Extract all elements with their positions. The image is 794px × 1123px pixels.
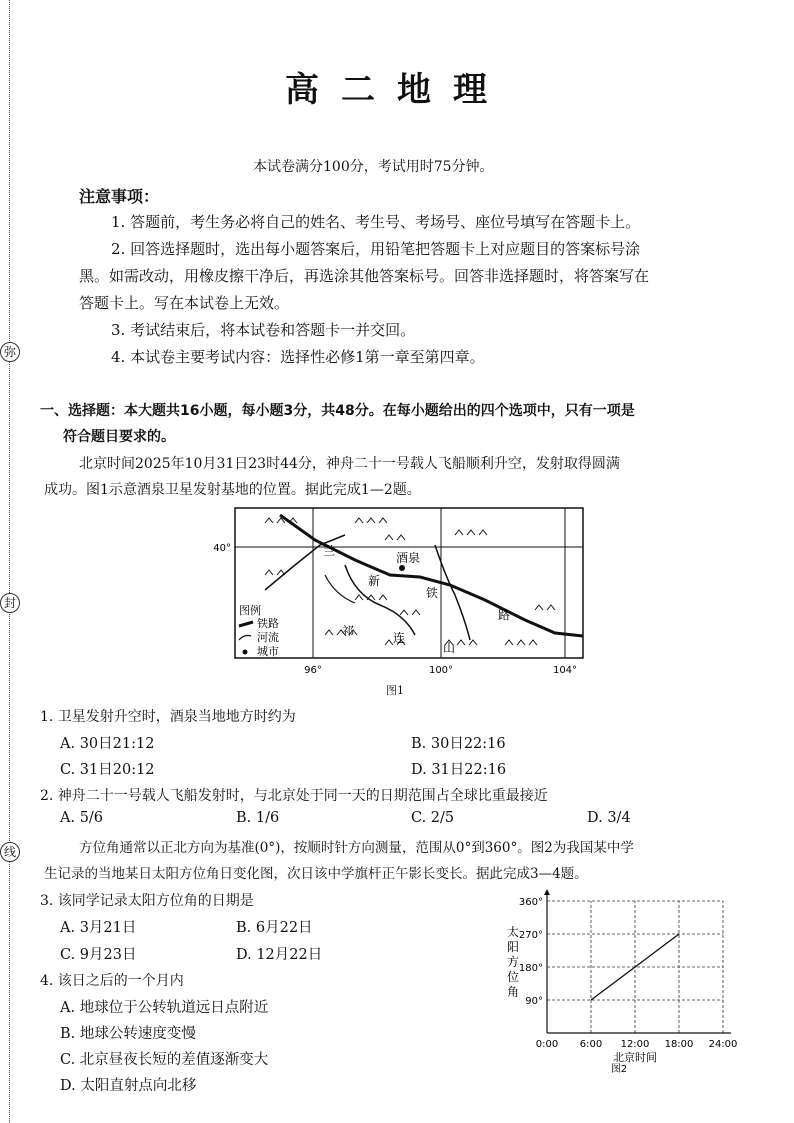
notice-line: 4. 本试卷主要考试内容：选择性必修1第一章至第四章。 (111, 348, 485, 366)
figure-2-chart (495, 888, 760, 1078)
map-label-lu: 路 (498, 608, 511, 622)
notice-line: 1. 答题前，考生务必将自己的姓名、考生号、考场号、座位号填写在答题卡上。 (111, 213, 641, 231)
lon-label: 104° (552, 665, 578, 676)
legend-river-symbol (239, 636, 251, 641)
question-4-stem: 4. 该日之后的一个月内 (40, 973, 184, 989)
y-tick-label: 90° (525, 996, 543, 1007)
passage-2-line: 生记录的当地某日太阳方位角日变化图，次日该中学旗杆正午影长变长。据此完成3—4题。 (44, 866, 588, 882)
legend-item: 河流 (257, 631, 279, 644)
q4-option-c: C. 北京昼夜长短的差值逐渐变大 (60, 1052, 269, 1068)
y-axis-title: 太阳方位角 (506, 925, 520, 999)
passage-1-line: 成功。图1示意酒泉卫星发射基地的位置。据此完成1—2题。 (44, 482, 421, 498)
margin-mark-feng: 封 (0, 593, 20, 613)
q4-option-d: D. 太阳直射点向北移 (60, 1078, 197, 1094)
q3-option-d: D. 12月22日 (236, 947, 323, 963)
page-title: 高二地理 (285, 70, 509, 110)
map-label-xin: 新 (368, 574, 381, 588)
q2-option-d: D. 3/4 (587, 810, 631, 826)
margin-mark-xian: 线 (0, 842, 20, 862)
x-axis-title: 北京时间 (613, 1051, 657, 1064)
q3-option-c: C. 9月23日 (60, 947, 137, 963)
section-heading: 一、选择题：本大题共16小题，每小题3分，共48分。在每小题给出的四个选项中，只有一项是 (40, 403, 635, 419)
x-tick-label: 24:00 (708, 1039, 738, 1050)
q1-option-a: A. 30日21:12 (60, 736, 155, 752)
notice-line: 3. 考试结束后，将本试卷和答题卡一并交回。 (111, 321, 416, 339)
figure-1-caption: 图1 (386, 684, 404, 697)
map-label-shan: 山 (443, 641, 456, 655)
city-jiuquan-dot (399, 565, 405, 571)
q2-option-c: C. 2/5 (411, 810, 455, 826)
notice-line: 黑。如需改动，用橡皮擦干净后，再选涂其他答案标号。回答非选择题时，将答案写在 (79, 267, 650, 285)
y-tick-label: 180° (518, 963, 543, 974)
legend-city-symbol (243, 650, 248, 655)
question-2-stem: 2. 神舟二十一号载人飞船发射时，与北京处于同一天的日期范围占全球比重最接近 (40, 788, 548, 804)
map-frame (235, 508, 583, 658)
x-tick-label: 6:00 (579, 1039, 603, 1050)
question-1-stem: 1. 卫星发射升空时，酒泉当地地方时约为 (40, 709, 296, 725)
question-3-stem: 3. 该同学记录太阳方位角的日期是 (40, 893, 254, 909)
x-tick-label: 12:00 (620, 1039, 650, 1050)
notice-line: 答题卡上。写在本试卷上无效。 (79, 294, 290, 312)
y-axis-arrow (544, 889, 550, 895)
legend-item: 铁路 (257, 617, 279, 630)
lon-label: 96° (304, 665, 322, 676)
passage-2-line: 方位角通常以正北方向为基准(0°)，按顺时针方向测量，范围从0°到360°。图2为我国某中学 (79, 840, 634, 856)
binding-margin-line (9, 0, 10, 1123)
x-tick-label: 0:00 (535, 1039, 559, 1050)
q3-option-b: B. 6月22日 (236, 920, 313, 936)
q4-option-a: A. 地球位于公转轨道远日点附近 (60, 1000, 269, 1016)
margin-mark-mi: 弥 (0, 342, 20, 362)
x-tick-label: 18:00 (664, 1039, 694, 1050)
map-label-qi: 祁 (342, 624, 355, 638)
section-heading-cont: 符合题目要求的。 (63, 429, 175, 445)
q1-option-b: B. 30日22:16 (411, 736, 506, 752)
map-label-tie: 铁 (426, 586, 439, 600)
notice-line: 2. 回答选择题时，选出每小题答案后，用铅笔把答题卡上对应题目的答案标号涂 (111, 240, 641, 258)
q1-option-c: C. 31日20:12 (60, 762, 155, 778)
q2-option-b: B. 1/6 (236, 810, 280, 826)
exam-info: 本试卷满分100分，考试用时75分钟。 (253, 159, 494, 175)
q1-option-d: D. 31日22:16 (411, 762, 507, 778)
notice-heading: 注意事项： (79, 187, 160, 206)
legend-item: 城市 (257, 645, 279, 658)
lon-label: 100° (428, 665, 454, 676)
figure-1-map (205, 505, 595, 680)
legend-railway-symbol (239, 622, 253, 626)
y-tick-label: 360° (518, 897, 543, 908)
q3-option-a: A. 3月21日 (60, 920, 137, 936)
city-label: 酒泉 (395, 551, 421, 565)
passage-1-line: 北京时间2025年10月31日23时44分，神舟二十一号载人飞船顺利升空，发射取得圆满 (79, 456, 620, 472)
map-label-lian: 连 (393, 631, 406, 645)
q4-option-b: B. 地球公转速度变慢 (60, 1026, 196, 1042)
lat-label: 40° (213, 543, 231, 554)
map-label-lan: 兰 (323, 544, 336, 558)
q2-option-a: A. 5/6 (60, 810, 104, 826)
figure-2-caption: 图2 (610, 1064, 628, 1075)
y-tick-label: 270° (518, 930, 543, 941)
legend-title: 图例 (239, 604, 261, 617)
